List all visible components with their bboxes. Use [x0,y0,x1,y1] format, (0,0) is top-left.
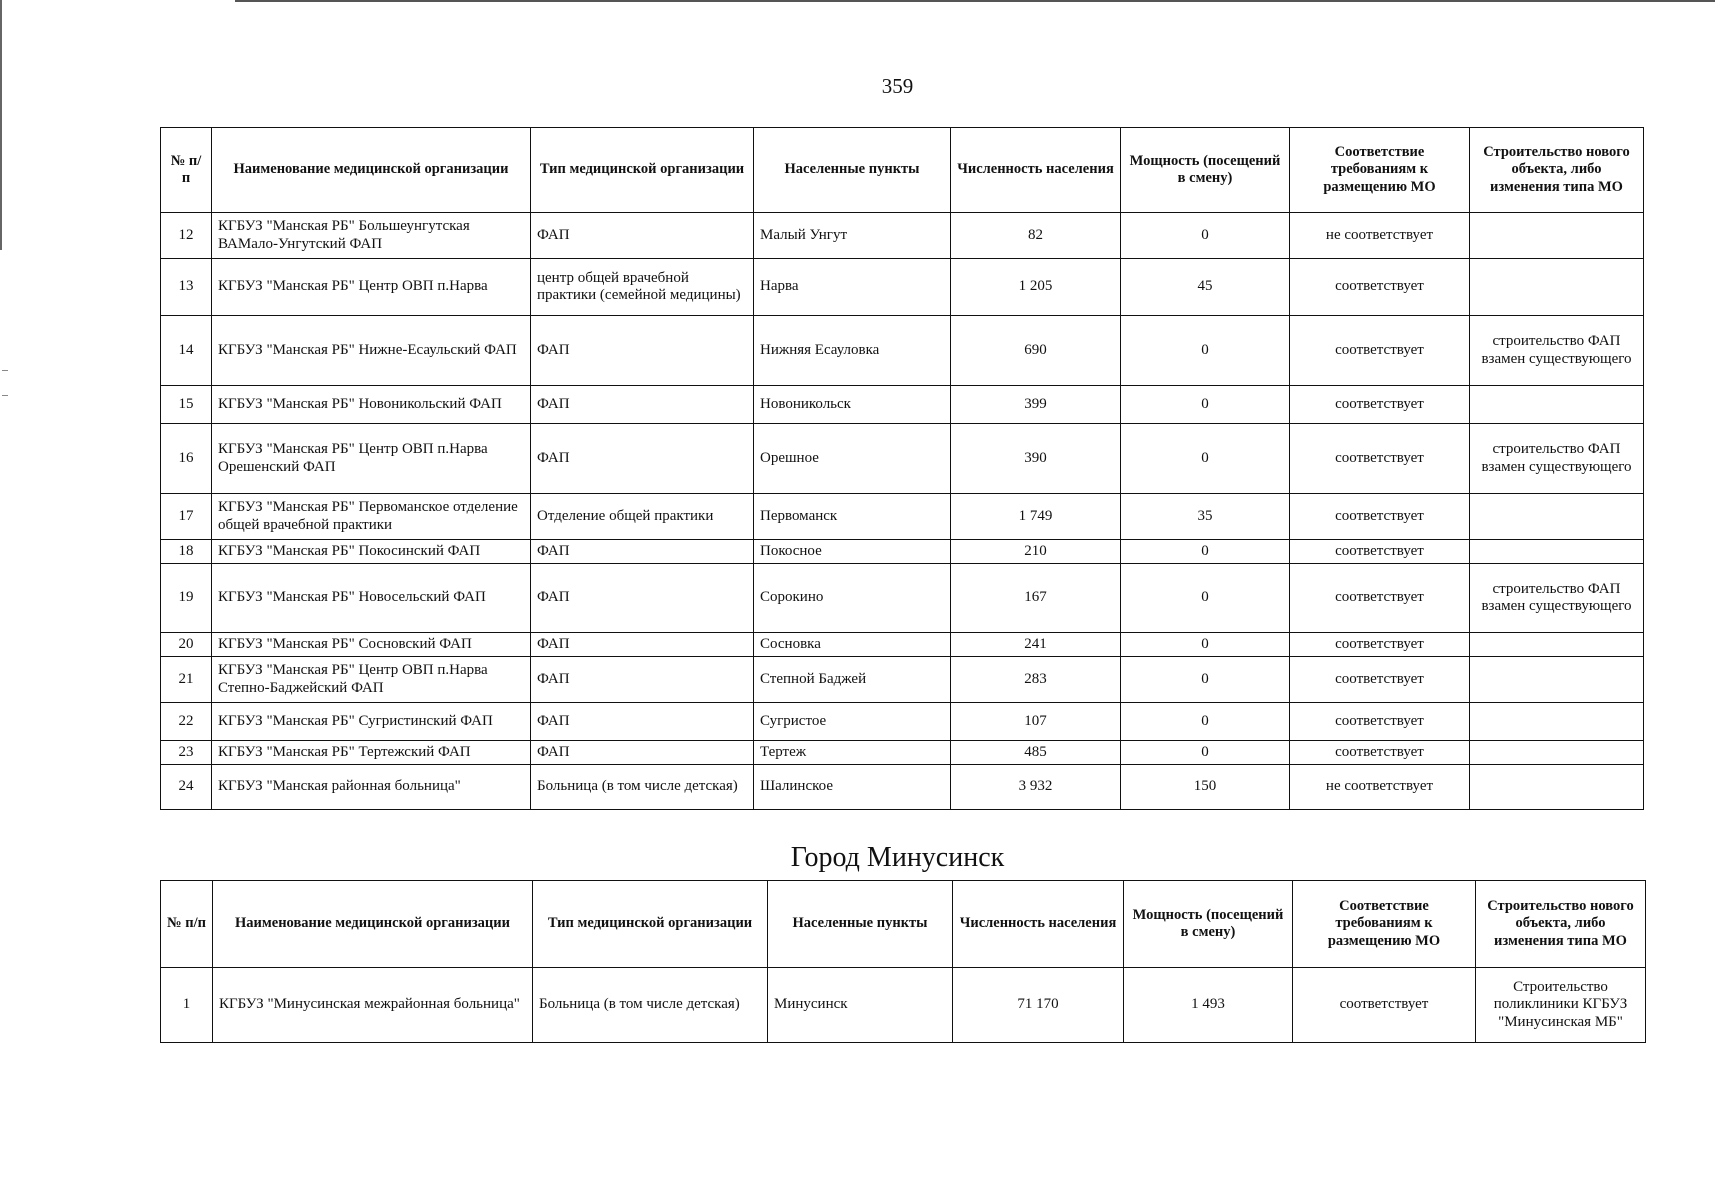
cell-org-type: ФАП [531,741,754,765]
cell-capacity: 1 493 [1124,968,1293,1043]
cell-construction [1470,494,1644,540]
cell-population: 283 [951,657,1121,703]
cell-org-type: Больница (в том числе детская) [531,765,754,810]
cell-org-name: КГБУЗ "Манская РБ" Новоникольский ФАП [212,386,531,424]
table-row [161,386,1644,424]
col-header-population: Численность населения [951,128,1121,213]
cell-settlement: Тертеж [754,741,951,765]
col-header-settlements: Населенные пункты [768,881,953,968]
cell-org-type: ФАП [531,386,754,424]
cell-number: 15 [161,386,212,424]
table-row [161,564,1644,633]
cell-org-type: ФАП [531,657,754,703]
cell-settlement: Нижняя Есауловка [754,316,951,386]
cell-compliance: соответствует [1290,741,1470,765]
cell-population: 241 [951,633,1121,657]
cell-number: 23 [161,741,212,765]
cell-org-name: КГБУЗ "Манская РБ" Нижне-Есаульский ФАП [212,316,531,386]
cell-org-name: КГБУЗ "Манская РБ" Сосновский ФАП [212,633,531,657]
cell-capacity: 45 [1121,259,1290,316]
table-row [161,259,1644,316]
cell-compliance: соответствует [1290,386,1470,424]
cell-population: 82 [951,213,1121,259]
cell-settlement: Минусинск [768,968,953,1043]
col-header-construction: Строительство нового объекта, либо изменения типа МО [1470,128,1644,213]
cell-org-name: КГБУЗ "Манская РБ" Первоманское отделение общей врачебной практики [212,494,531,540]
cell-compliance: соответствует [1290,703,1470,741]
cell-compliance: не соответствует [1290,765,1470,810]
table-row [161,494,1644,540]
cell-population: 71 170 [953,968,1124,1043]
cell-capacity: 150 [1121,765,1290,810]
cell-org-type: ФАП [531,633,754,657]
cell-number: 17 [161,494,212,540]
table-row [161,633,1644,657]
table-row [161,316,1644,386]
cell-org-name: КГБУЗ "Манская РБ" Большеунгутская ВАМало-Унгутский ФАП [212,213,531,259]
cell-construction [1470,703,1644,741]
cell-settlement: Нарва [754,259,951,316]
cell-capacity: 0 [1121,386,1290,424]
scan-mark [2,370,8,371]
cell-number: 1 [161,968,213,1043]
cell-compliance: соответствует [1290,657,1470,703]
cell-compliance: соответствует [1290,424,1470,494]
cell-settlement: Малый Унгут [754,213,951,259]
cell-compliance: соответствует [1290,540,1470,564]
table-row [161,703,1644,741]
cell-org-name: КГБУЗ "Манская районная больница" [212,765,531,810]
page-number: 359 [881,74,914,98]
cell-org-name: КГБУЗ "Манская РБ" Центр ОВП п.Нарва Степно-Баджейский ФАП [212,657,531,703]
cell-construction [1470,386,1644,424]
cell-number: 16 [161,424,212,494]
cell-number: 21 [161,657,212,703]
col-header-org-name: Наименование медицинской организации [213,881,533,968]
col-header-number: № п/п [161,128,212,213]
cell-settlement: Сорокино [754,564,951,633]
table-header-row [161,881,1646,968]
cell-construction [1470,657,1644,703]
cell-construction [1470,765,1644,810]
cell-construction: строительство ФАП взамен существующего [1470,424,1644,494]
cell-construction [1470,741,1644,765]
cell-capacity: 0 [1121,424,1290,494]
cell-org-type: ФАП [531,213,754,259]
col-header-number: № п/п [161,881,213,968]
cell-settlement: Покосное [754,540,951,564]
cell-population: 107 [951,703,1121,741]
col-header-settlements: Населенные пункты [754,128,951,213]
cell-capacity: 0 [1121,213,1290,259]
cell-number: 24 [161,765,212,810]
cell-compliance: соответствует [1290,633,1470,657]
scan-top-edge [235,0,1715,2]
cell-compliance: не соответствует [1290,213,1470,259]
cell-capacity: 0 [1121,633,1290,657]
cell-capacity: 0 [1121,741,1290,765]
table-row [161,424,1644,494]
cell-org-name: КГБУЗ "Манская РБ" Центр ОВП п.Нарва Орешенский ФАП [212,424,531,494]
cell-org-type: ФАП [531,540,754,564]
cell-population: 1 205 [951,259,1121,316]
cell-construction [1470,633,1644,657]
facilities-table [160,127,1644,810]
col-header-capacity: Мощность (посещений в смену) [1121,128,1290,213]
table-row [161,741,1644,765]
cell-construction [1470,540,1644,564]
cell-population: 485 [951,741,1121,765]
col-header-compliance: Соответствие требованиям к размещению МО [1293,881,1476,968]
cell-number: 20 [161,633,212,657]
cell-compliance: соответствует [1290,494,1470,540]
cell-number: 19 [161,564,212,633]
col-header-population: Численность населения [953,881,1124,968]
cell-org-type: ФАП [531,424,754,494]
cell-population: 1 749 [951,494,1121,540]
cell-construction: строительство ФАП взамен существующего [1470,316,1644,386]
cell-settlement: Шалинское [754,765,951,810]
table-row [161,968,1646,1043]
cell-org-type: центр общей врачебной практики (семейной медицины) [531,259,754,316]
cell-org-type: Отделение общей практики [531,494,754,540]
cell-org-type: Больница (в том числе детская) [533,968,768,1043]
cell-settlement: Орешное [754,424,951,494]
col-header-org-type: Тип медицинской организации [531,128,754,213]
cell-capacity: 35 [1121,494,1290,540]
col-header-capacity: Мощность (посещений в смену) [1124,881,1293,968]
cell-number: 13 [161,259,212,316]
cell-construction: Строительство поликлиники КГБУЗ "Минусинская МБ" [1476,968,1646,1043]
col-header-org-name: Наименование медицинской организации [212,128,531,213]
col-header-compliance: Соответствие требованиям к размещению МО [1290,128,1470,213]
cell-number: 12 [161,213,212,259]
cell-settlement: Сугристое [754,703,951,741]
cell-org-name: КГБУЗ "Манская РБ" Тертежский ФАП [212,741,531,765]
cell-org-name: КГБУЗ "Манская РБ" Новосельский ФАП [212,564,531,633]
cell-org-type: ФАП [531,703,754,741]
cell-population: 167 [951,564,1121,633]
cell-compliance: соответствует [1290,564,1470,633]
scan-mark [2,395,8,396]
col-header-construction: Строительство нового объекта, либо изменения типа МО [1476,881,1646,968]
cell-construction [1470,259,1644,316]
cell-number: 18 [161,540,212,564]
cell-population: 210 [951,540,1121,564]
cell-settlement: Степной Баджей [754,657,951,703]
table-row [161,213,1644,259]
table-row [161,657,1644,703]
cell-settlement: Сосновка [754,633,951,657]
cell-capacity: 0 [1121,540,1290,564]
cell-number: 14 [161,316,212,386]
minusinsk-table [160,880,1646,1043]
cell-compliance: соответствует [1293,968,1476,1043]
cell-org-type: ФАП [531,316,754,386]
section-title: Город Минусинск [790,842,1005,873]
cell-population: 390 [951,424,1121,494]
cell-number: 22 [161,703,212,741]
cell-capacity: 0 [1121,703,1290,741]
cell-org-name: КГБУЗ "Манская РБ" Покосинский ФАП [212,540,531,564]
cell-org-type: ФАП [531,564,754,633]
cell-construction [1470,213,1644,259]
table-row [161,765,1644,810]
cell-capacity: 0 [1121,564,1290,633]
col-header-org-type: Тип медицинской организации [533,881,768,968]
cell-settlement: Новоникольск [754,386,951,424]
cell-capacity: 0 [1121,657,1290,703]
scan-left-edge [0,0,2,250]
cell-org-name: КГБУЗ "Манская РБ" Центр ОВП п.Нарва [212,259,531,316]
cell-org-name: КГБУЗ "Минусинская межрайонная больница" [213,968,533,1043]
cell-population: 690 [951,316,1121,386]
cell-compliance: соответствует [1290,259,1470,316]
cell-capacity: 0 [1121,316,1290,386]
cell-population: 399 [951,386,1121,424]
table-row [161,540,1644,564]
table-header-row [161,128,1644,213]
cell-population: 3 932 [951,765,1121,810]
cell-settlement: Первоманск [754,494,951,540]
cell-construction: строительство ФАП взамен существующего [1470,564,1644,633]
cell-compliance: соответствует [1290,316,1470,386]
cell-org-name: КГБУЗ "Манская РБ" Сугристинский ФАП [212,703,531,741]
